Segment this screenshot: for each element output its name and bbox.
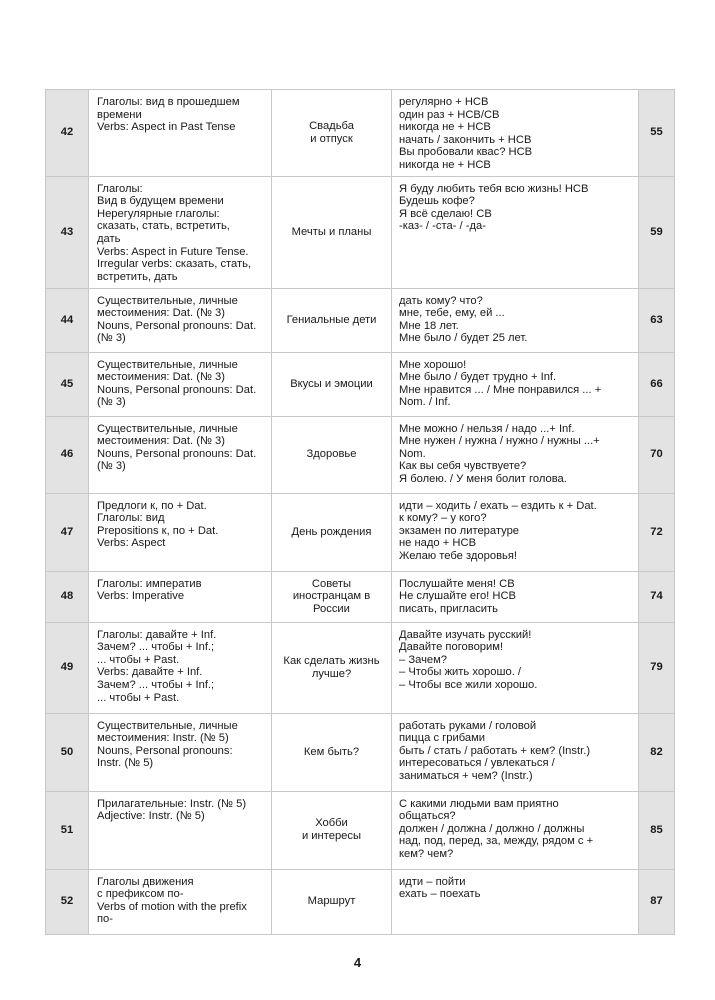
grammar-line: Существительные, личные [97, 719, 238, 732]
grammar-line: Глаголы: императив [97, 577, 202, 590]
grammar-cell [89, 90, 272, 177]
table-of-contents [45, 89, 675, 935]
grammar-line: Adjective: Instr. (№ 5) [97, 810, 205, 823]
examples-cell [392, 571, 639, 622]
examples-cell [392, 352, 639, 416]
toc-row [46, 622, 675, 713]
grammar-line: Прилагательные: Instr. (№ 5) [97, 797, 247, 810]
examples-cell [392, 90, 639, 177]
example-line: Вы пробовали квас? НСВ [399, 146, 533, 159]
example-line: Я буду любить тебя всю жизнь! НСВ [399, 182, 589, 195]
grammar-cell [89, 713, 272, 791]
example-line: Я всё сделаю! СВ [399, 207, 492, 220]
grammar-cell [89, 493, 272, 571]
grammar-line: Зачем? ... чтобы + Inf.; [97, 641, 215, 654]
topic-line: Советы [311, 577, 352, 590]
examples-cell [392, 416, 639, 493]
page-ref: 87 [639, 869, 675, 934]
topic-cell [272, 791, 392, 869]
grammar-line: местоимения: Dat. (№ 3) [97, 371, 226, 384]
grammar-line: Вид в будущем времени [97, 195, 224, 208]
toc-row [46, 288, 675, 352]
toc-row [46, 571, 675, 622]
grammar-line: Verbs of motion with the prefix [97, 900, 247, 913]
lesson-number: 46 [46, 416, 89, 493]
example-line: Мне хорошо! [399, 358, 467, 371]
examples-cell [392, 869, 639, 934]
example-line: быть / стать / работать + кем? (Instr.) [399, 744, 591, 757]
grammar-line: Nouns, Personal pronouns: Dat. [97, 319, 257, 332]
topic-line: иностранцам в [292, 590, 371, 603]
grammar-line: местоимения: Instr. (№ 5) [97, 732, 229, 745]
examples-cell [392, 713, 639, 791]
grammar-line: Глаголы: вид в прошедшем [97, 96, 240, 108]
topic-line: Гениальные дети [286, 313, 377, 326]
grammar-line: дать [97, 232, 121, 245]
topic-cell [272, 869, 392, 934]
grammar-cell [89, 791, 272, 869]
example-line: один раз + НСВ/СВ [399, 108, 500, 121]
example-line: Мне можно / нельзя / надо ...+ Inf. [399, 422, 575, 435]
topic-line: России [313, 602, 350, 615]
grammar-line: Нерегулярные глаголы: [97, 207, 220, 220]
example-line: идти – ходить / ехать – ездить к + Dat. [399, 499, 597, 512]
examples-cell [392, 622, 639, 713]
lesson-number: 43 [46, 176, 89, 288]
toc-body [46, 90, 675, 935]
topic-cell [272, 416, 392, 493]
example-line: к кому? – у кого? [399, 512, 487, 525]
topic-line: Мечты и планы [291, 225, 372, 238]
page-ref: 55 [639, 90, 675, 177]
example-line: никогда не + НСВ [399, 121, 491, 134]
examples-cell [392, 493, 639, 571]
grammar-line: Существительные, личные [97, 422, 238, 435]
grammar-line: Verbs: Aspect in Future Tense. [97, 245, 249, 258]
examples-cell [392, 288, 639, 352]
topic-cell [272, 90, 392, 177]
grammar-cell [89, 352, 272, 416]
grammar-line: с префиксом по- [97, 888, 184, 901]
example-line: начать / закончить + НСВ [399, 133, 532, 146]
grammar-line: Verbs: Aspect [97, 537, 166, 550]
grammar-cell [89, 416, 272, 493]
page-ref: 63 [639, 288, 675, 352]
topic-cell [272, 713, 392, 791]
grammar-line: Существительные, личные [97, 294, 238, 307]
toc-row [46, 352, 675, 416]
grammar-line: местоимения: Dat. (№ 3) [97, 435, 226, 448]
lesson-number: 45 [46, 352, 89, 416]
grammar-line: (№ 3) [97, 396, 126, 409]
topic-line: Хобби [315, 817, 348, 830]
grammar-line: местоимения: Dat. (№ 3) [97, 307, 226, 320]
example-line: Мне было / будет 25 лет. [399, 332, 528, 345]
toc-row [46, 416, 675, 493]
example-line: идти – пойти [399, 875, 466, 888]
example-line: Я болею. / У меня болит голова. [399, 472, 567, 485]
page-ref: 59 [639, 176, 675, 288]
example-line: над, под, перед, за, между, рядом с + [399, 835, 594, 848]
grammar-line: (№ 3) [97, 332, 126, 345]
grammar-cell [89, 288, 272, 352]
topic-line: Свадьба [309, 120, 354, 133]
example-line: регулярно + НСВ [399, 96, 489, 108]
example-line: кем? чем? [399, 847, 454, 860]
toc-row [46, 176, 675, 288]
example-line: работать руками / головой [399, 719, 537, 732]
page-ref: 79 [639, 622, 675, 713]
example-line: С какими людьми вам приятно [399, 797, 559, 810]
example-line: писать, пригласить [399, 602, 498, 615]
topic-cell [272, 352, 392, 416]
example-line: интересоваться / увлекаться / [399, 757, 555, 770]
example-line: Как вы себя чувствуете? [399, 460, 527, 473]
topic-line: Как сделать жизнь [283, 654, 380, 667]
topic-line: и отпуск [310, 132, 353, 145]
example-line: – Чтобы жить хорошо. / [399, 666, 522, 679]
lesson-number: 50 [46, 713, 89, 791]
topic-line: Кем быть? [303, 745, 360, 758]
topic-line: Здоровье [306, 448, 357, 461]
example-line: пицца с грибами [399, 732, 486, 745]
example-line: Nom. [399, 447, 426, 460]
toc-row [46, 713, 675, 791]
example-line: общаться? [399, 810, 456, 823]
topic-line: День рождения [291, 525, 372, 538]
grammar-line: Nouns, Personal pronouns: [97, 744, 233, 757]
example-line: не надо + НСВ [399, 537, 477, 550]
page-number: 4 [353, 955, 362, 970]
topic-cell [272, 571, 392, 622]
lesson-number: 42 [46, 90, 89, 177]
topic-cell [272, 176, 392, 288]
example-line: Не слушайте его! НСВ [399, 590, 517, 603]
grammar-line: Существительные, личные [97, 358, 238, 371]
examples-cell [392, 791, 639, 869]
example-line: Будешь кофе? [399, 195, 475, 208]
grammar-line: по- [97, 913, 114, 926]
example-line: Мне было / будет трудно + Inf. [399, 371, 557, 384]
example-line: Послушайте меня! СВ [399, 577, 515, 590]
grammar-line: ... чтобы + Past. [97, 653, 180, 666]
topic-line: Маршрут [307, 895, 356, 908]
grammar-line: Irregular verbs: сказать, стать, [97, 258, 252, 271]
example-line: -каз- / -ста- / -да- [399, 220, 486, 233]
example-line: экзамен по литературе [399, 524, 520, 537]
example-line: мне, тебе, ему, ей ... [399, 307, 505, 320]
grammar-line: Verbs: Imperative [97, 590, 185, 603]
topic-cell [272, 493, 392, 571]
page-ref: 66 [639, 352, 675, 416]
lesson-number: 44 [46, 288, 89, 352]
topic-line: Вкусы и эмоции [290, 377, 373, 390]
example-line: Давайте изучать русский! [399, 628, 532, 641]
toc-row [46, 791, 675, 869]
example-line: – Зачем? [399, 653, 448, 666]
example-line: – Чтобы все жили хорошо. [399, 678, 538, 691]
example-line: никогда не + НСВ [399, 158, 491, 171]
grammar-line: Nouns, Personal pronouns: Dat. [97, 383, 257, 396]
topic-cell [272, 288, 392, 352]
grammar-cell [89, 176, 272, 288]
example-line: Nom. / Inf. [399, 396, 451, 409]
example-line: Мне нужен / нужна / нужно / нужны ...+ [399, 435, 600, 448]
grammar-line: Verbs: Aspect in Past Tense [97, 121, 236, 134]
page-ref: 70 [639, 416, 675, 493]
toc-row [46, 493, 675, 571]
example-line: Мне нравится ... / Мне понравился ... + [399, 383, 602, 396]
example-line: дать кому? что? [399, 294, 483, 307]
lesson-number: 47 [46, 493, 89, 571]
topic-line: и интересы [301, 830, 362, 843]
grammar-line: Глаголы: вид [97, 512, 165, 525]
grammar-line: Instr. (№ 5) [97, 757, 154, 770]
example-line: Желаю тебе здоровья! [399, 549, 518, 562]
example-line: ехать – поехать [399, 888, 481, 901]
lesson-number: 51 [46, 791, 89, 869]
example-line: должен / должна / должно / должны [399, 822, 585, 835]
lesson-number: 49 [46, 622, 89, 713]
grammar-line: Глаголы: давайте + Inf. [97, 628, 217, 641]
example-line: заниматься + чем? (Instr.) [399, 769, 533, 782]
page-ref: 72 [639, 493, 675, 571]
grammar-line: Nouns, Personal pronouns: Dat. [97, 447, 257, 460]
grammar-line: Глаголы движения [97, 875, 194, 888]
grammar-cell [89, 869, 272, 934]
examples-cell [392, 176, 639, 288]
example-line: Давайте поговорим! [399, 641, 504, 654]
topic-cell [272, 622, 392, 713]
lesson-number: 48 [46, 571, 89, 622]
page-ref: 85 [639, 791, 675, 869]
grammar-line: Предлоги к, по + Dat. [97, 499, 207, 512]
grammar-line: ... чтобы + Past. [97, 691, 180, 704]
grammar-line: Verbs: давайте + Inf. [97, 666, 203, 679]
grammar-line: Зачем? ... чтобы + Inf.; [97, 678, 215, 691]
grammar-line: (№ 3) [97, 460, 126, 473]
grammar-cell [89, 622, 272, 713]
grammar-line: сказать, стать, встретить, [97, 220, 230, 233]
grammar-line: встретить, дать [97, 270, 178, 283]
grammar-line: Prepositions к, по + Dat. [97, 524, 219, 537]
example-line: Мне 18 лет. [399, 319, 459, 332]
topic-line: лучше? [311, 667, 352, 680]
grammar-line: Глаголы: [97, 182, 143, 195]
toc-row [46, 869, 675, 934]
page-ref: 74 [639, 571, 675, 622]
grammar-cell [89, 571, 272, 622]
page-ref: 82 [639, 713, 675, 791]
lesson-number: 52 [46, 869, 89, 934]
grammar-line: времени [97, 108, 142, 121]
toc-row [46, 90, 675, 177]
